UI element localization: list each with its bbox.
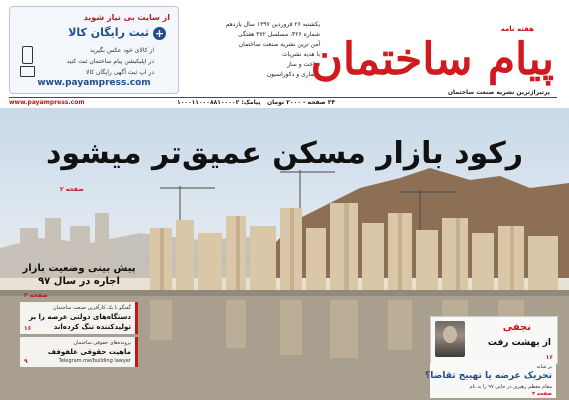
ad-title: از سایت بی نیاز شوید [83,13,170,22]
main-headline-page: صفحه ۲ [60,186,84,193]
story-tahrik-headline: تحریک عرضه یا تهییج تقاضا؟ [425,371,552,381]
ad-line-2: در اپلیکیشن پیام ساختمان ثبت کنید [66,58,154,65]
weekly-label: هفته نامه [500,25,534,33]
story-tahrik-desc: مقام معظم رهبری در جایی ۹۷ را به نام [469,384,552,390]
item-telegram-link[interactable]: Telegram.me/building lawyer [58,358,131,364]
item-headline: دستگاه‌های دولتی عرصه را بر تولیدکننده تنگ کرده‌اند [29,313,131,331]
story-najafi-subtitle: از بهشت رفت [487,338,551,348]
computer-icon [20,66,35,77]
main-headline[interactable]: رکود بازار مسکن عمیق‌تر میشود [46,136,523,171]
phone-icon [22,46,33,64]
masthead [0,0,569,108]
story-tahrik-page: صفحه ۳ [532,391,552,397]
story-najafi[interactable] [430,316,558,364]
plus-icon: + [154,26,165,40]
issue-info [190,20,320,80]
issue-note: آمن ترین نشریه صنعت ساختمان [238,41,320,48]
story-list [20,302,138,370]
logo [310,12,556,98]
issue-number: شماره ۴۲۶، مسلسل ۳۷۲ هفتگی [237,31,320,38]
story-najafi-name: نجفی [502,322,531,333]
list-item[interactable] [20,337,138,367]
list-item[interactable] [20,302,138,334]
supplement-2: معماری و دکوراسیون [266,71,320,78]
supplements-heading: با هدیه نشریات [282,51,320,58]
story-tahrik-kicker: بر شانه [536,364,552,370]
info-bar [9,97,557,107]
ad-url-link[interactable]: www.payampress.com [37,78,151,88]
site-url[interactable]: www.payampress.com [9,99,85,106]
ad-cta-label: ثبت رایگان کالا [68,26,149,39]
logo-text: پیام ساختمان [310,34,554,85]
story-rent-market[interactable] [20,262,138,299]
sms-number: پیامک: ۱۰۰۰۱۱۰۰۰۸۸۱۰۰۰۰۲ [177,99,261,106]
item-page: ۹ [24,358,28,365]
ad-line-1: از کالای خود عکس بگیرید [90,47,154,54]
ad-line-3: در اپ ثبت آگهی رایگان کالا [86,69,154,76]
app-ad-box[interactable] [9,6,179,94]
story-rent-title: پیش بینی وضعیت بازار اجاره در سال ۹۷ [22,263,136,287]
item-headline: ماهیت حقوقی علفوقف [47,348,131,356]
story-tahrik[interactable] [425,363,556,398]
supplement-1: ساخت و ساز [287,61,320,68]
item-page: ۱۶ [24,325,32,332]
ad-cta-button[interactable] [68,26,166,40]
logo-tagline: پرتیراژترین نشریه صنعت ساختمان [447,89,550,96]
item-kicker: پرونده‌های حقوقی ساختمان [73,340,131,346]
issue-price: ۲۴ صفحه - ۲۰۰۰ تومان [267,99,336,106]
item-kicker: گفتگو با یک کارآفرین صنعت ساختمان [52,305,131,311]
story-najafi-page: ۱۶ [545,354,553,361]
portrait-photo [435,321,465,357]
issue-date: یکشنبه ۲۶ فروردین ۱۳۹۷ سال یازدهم [225,21,320,28]
story-rent-page: صفحه ۳ [24,292,48,299]
